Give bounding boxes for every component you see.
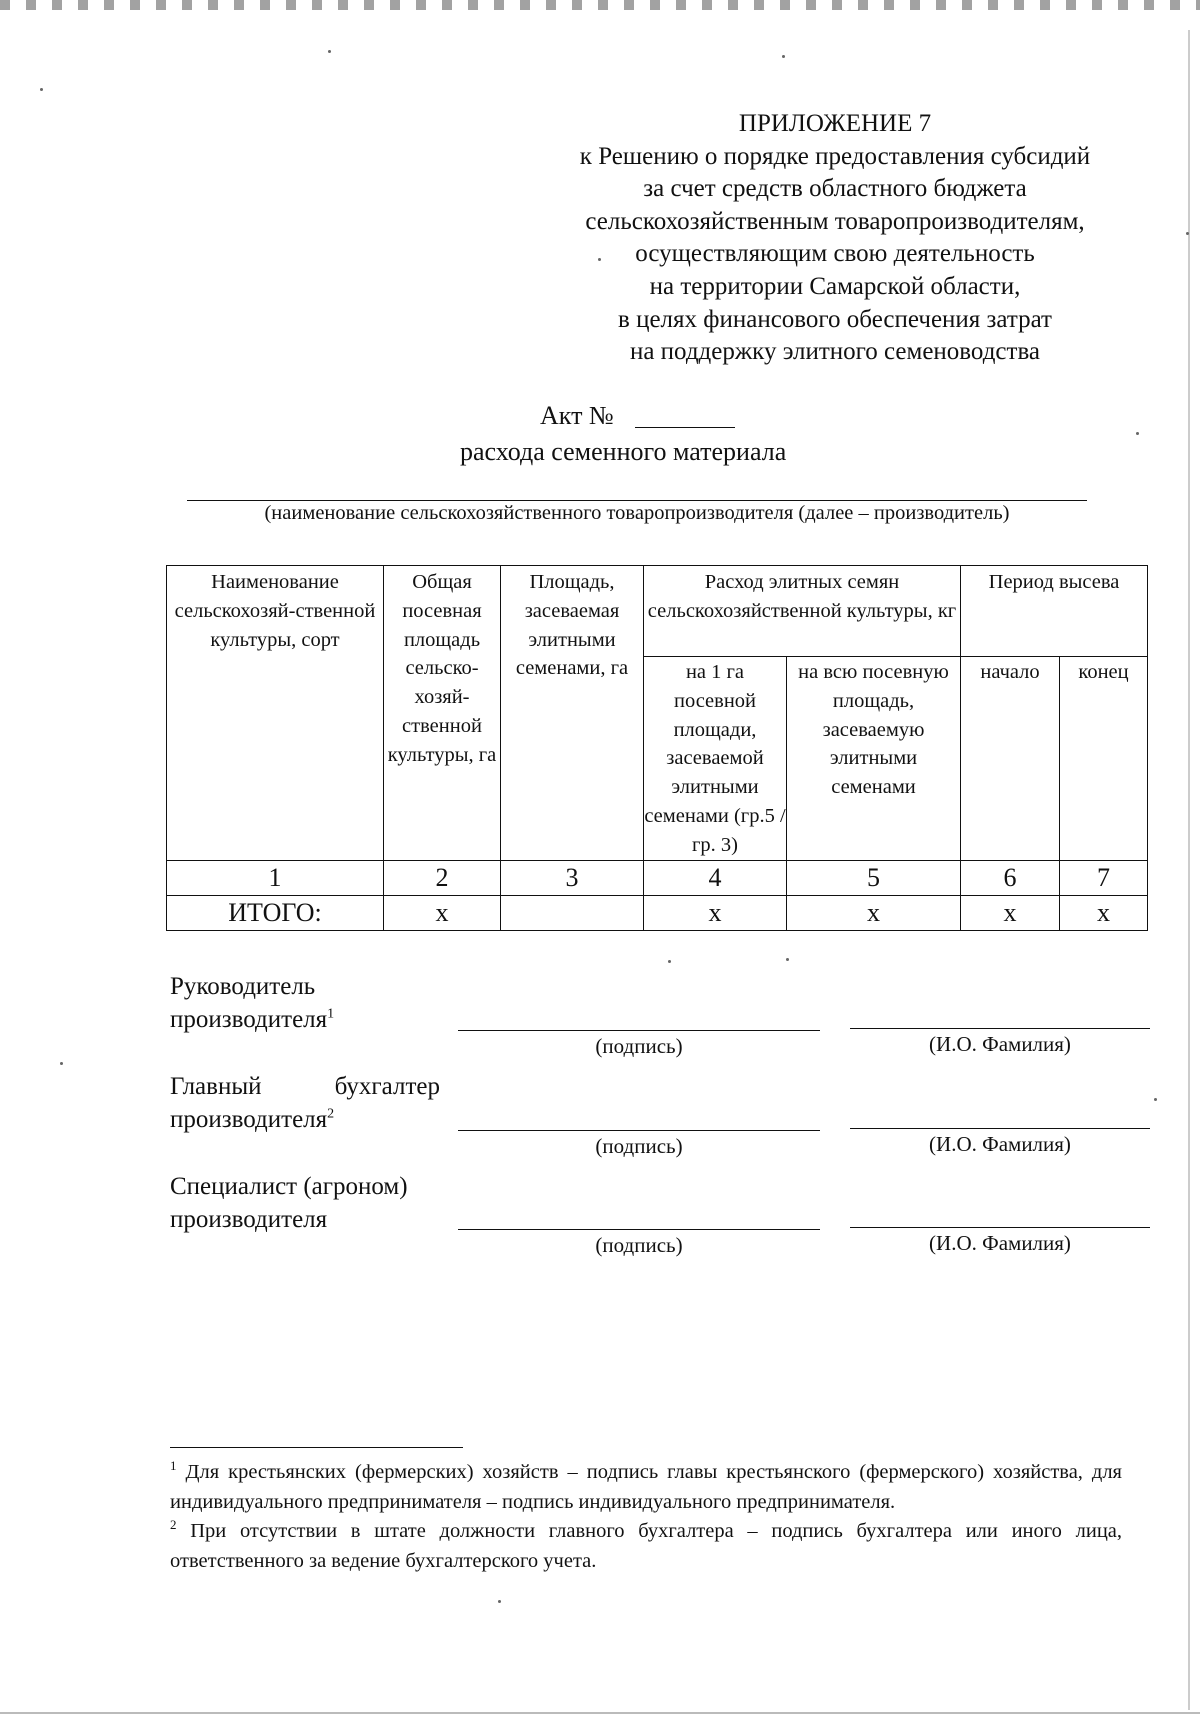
- column-number: 6: [961, 860, 1060, 895]
- signer-title: производителя$^2$: [170, 1106, 335, 1133]
- signature-caption: (подпись): [595, 1134, 683, 1158]
- footnote-separator: [170, 1447, 463, 1448]
- total-cell: [501, 895, 644, 930]
- act-subtitle: расхода семенного материала: [460, 437, 787, 466]
- column-number: 1: [167, 860, 384, 895]
- name-caption: (И.О. Фамилия): [929, 1231, 1071, 1255]
- footnote-mark: 2: [170, 1517, 177, 1533]
- header-seed-expense-group: Расход элитных семян сельскохозяйственной культуры, кг: [644, 566, 961, 657]
- scan-speck: [60, 1062, 63, 1065]
- name-line: [850, 1128, 1150, 1129]
- signature-caption: (подпись): [595, 1233, 683, 1257]
- appendix-line: в целях финансового обеспечения затрат: [618, 305, 1052, 333]
- signature-line: [458, 1229, 820, 1230]
- scan-speck: [786, 958, 789, 961]
- column-number: 2: [384, 860, 501, 895]
- table-header-row: [167, 566, 1148, 657]
- footnote-text: При отсутствии в штате должности главного бухгалтера – подпись бухгалтера или иного лица, ответственного за ведение бухгалтерского учета.: [170, 1520, 1123, 1572]
- header-end: конец: [1060, 657, 1148, 861]
- column-number: 4: [644, 860, 787, 895]
- signer-title: Главный бухгалтер: [170, 1073, 440, 1100]
- producer-name-line: [187, 500, 1087, 501]
- signer-title: Руководитель: [170, 973, 316, 1000]
- total-cell: х: [961, 895, 1060, 930]
- act-number-label: Акт №: [540, 401, 614, 430]
- total-cell: х: [384, 895, 501, 930]
- header-sowing-period-group: Период высева: [961, 566, 1148, 657]
- column-number: 7: [1060, 860, 1148, 895]
- appendix-line: осуществляющим свою деятельность: [635, 240, 1035, 268]
- signer-label: [170, 1070, 440, 1136]
- scan-speck: [668, 960, 671, 963]
- signer-title: производителя: [170, 1206, 328, 1233]
- scan-right-edge: [1188, 30, 1190, 1710]
- scan-speck: [782, 55, 785, 58]
- header-per-hectare: на 1 га посевной площади, засеваемой элитными семенами (гр.5 / гр. 3): [644, 657, 787, 861]
- appendix-line: сельскохозяйственным товаропроизводителям,: [585, 207, 1085, 235]
- total-cell: х: [787, 895, 961, 930]
- appendix-line: к Решению о порядке предоставления субсидий: [579, 142, 1091, 170]
- column-number: 5: [787, 860, 961, 895]
- scan-speck: [498, 1600, 501, 1603]
- footnote-mark: 1: [170, 1458, 177, 1474]
- signer-title: Специалист (агроном): [170, 1173, 408, 1200]
- footnote-text: Для крестьянских (фермерских) хозяйств – подпись главы крестьянского (фермерского) хозяйства, для индивидуального предпринимателя – подпись индивидуального предпринимателя.: [170, 1461, 1122, 1513]
- name-line: [850, 1028, 1150, 1029]
- scan-speck: [328, 50, 331, 53]
- signer-title: производителя$^1$: [170, 1006, 335, 1033]
- seed-expense-table: [166, 565, 1148, 931]
- header-crop-name: Наименование сельскохозяй-ственной культуры, сорт: [167, 566, 384, 861]
- name-caption: (И.О. Фамилия): [929, 1032, 1071, 1056]
- header-start: начало: [961, 657, 1060, 861]
- column-number: 3: [501, 860, 644, 895]
- header-total-area: Общая посевная площадь сельско-хозяй-ственной культуры, га: [384, 566, 501, 861]
- total-row: [167, 895, 1148, 930]
- footnote-reference: 1: [327, 1006, 335, 1022]
- scan-speck: [1154, 1098, 1157, 1101]
- act-number-blank: [635, 427, 735, 428]
- name-caption: (И.О. Фамилия): [929, 1132, 1071, 1156]
- footnote-reference: 2: [327, 1106, 335, 1122]
- signature-caption: (подпись): [595, 1034, 683, 1058]
- footnote: [170, 1458, 1122, 1517]
- producer-name-caption: (наименование сельскохозяйственного товаропроизводителя (далее – производитель): [264, 502, 1010, 524]
- scan-bottom-edge: [0, 1712, 1200, 1714]
- signer-label: [170, 1170, 440, 1236]
- total-label: ИТОГО:: [167, 895, 384, 930]
- appendix-line: за счет средств областного бюджета: [643, 175, 1027, 203]
- scan-speck: [1136, 432, 1139, 435]
- footnotes: [170, 1458, 1122, 1576]
- appendix-title: ПРИЛОЖЕНИЕ 7: [738, 110, 932, 137]
- scan-top-edge: [0, 0, 1200, 10]
- scan-speck: [1186, 232, 1189, 235]
- footnote: [170, 1517, 1122, 1576]
- signature-line: [458, 1130, 820, 1131]
- header-whole-area: на всю посевную площадь, засеваемую элитными семенами: [787, 657, 961, 861]
- signer-label: [170, 970, 440, 1036]
- name-line: [850, 1227, 1150, 1228]
- header-elite-area: Площадь, засеваемая элитными семенами, га: [501, 566, 644, 861]
- appendix-line: на поддержку элитного семеноводства: [629, 338, 1041, 366]
- scan-speck: [598, 258, 601, 261]
- appendix-line: на территории Самарской области,: [649, 272, 1021, 300]
- appendix-header: [540, 108, 1130, 369]
- signature-line: [458, 1030, 820, 1031]
- column-number-row: [167, 860, 1148, 895]
- total-cell: х: [1060, 895, 1148, 930]
- total-cell: х: [644, 895, 787, 930]
- scan-speck: [40, 88, 43, 91]
